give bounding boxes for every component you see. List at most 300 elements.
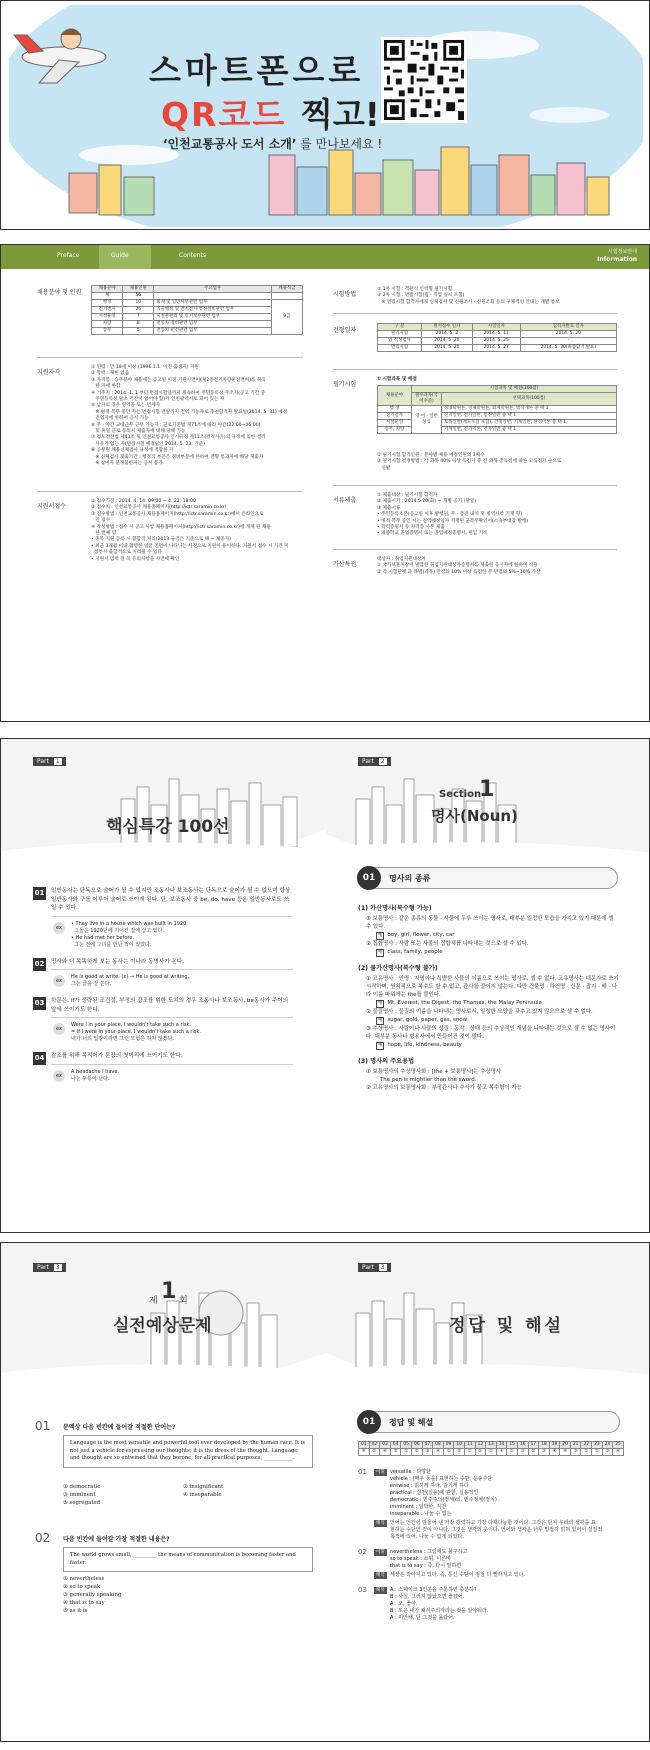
topic-badge-title: 명사의 종류 — [389, 874, 431, 883]
recruit-table-header-cell: 채용분야 — [92, 286, 123, 293]
answer-grid-answer: ② — [592, 1449, 603, 1456]
answer-num: 01 — [358, 1468, 367, 1476]
qualification-item: ※ 신체검사 제출기간 : 행정직 부문은 정비부문에 한하여 전형 통과자에 해당 제출자 — [91, 454, 264, 460]
answer-line: A : 스페이크 3인분을 주문하면 충분하? — [390, 1587, 477, 1593]
choice-item: ③ imminent — [63, 1492, 96, 1498]
subject-table-cell: 행 정 — [378, 406, 412, 413]
part-tag — [358, 1263, 391, 1272]
answer-grid-number: 02 — [369, 1442, 380, 1449]
recruit-table-row — [92, 300, 303, 307]
spread1-panel — [0, 738, 650, 1233]
subject-header-main: 시험과목 및 배점(300점) — [412, 386, 617, 393]
part-num: 1 — [55, 758, 60, 765]
answer-grid-number: 09 — [443, 1442, 454, 1449]
banner-title-qr: QR코드 — [161, 95, 287, 134]
qualification-item: ⑧ 공무원 채용신체검사 규정에 적합한 자 — [91, 448, 174, 454]
schedule-table — [377, 323, 617, 352]
spread1-right-title: 명사(Noun) — [431, 807, 518, 825]
answer-line: vehicle : (매우 등을) 표현하는 수단, 운송수단 — [390, 1476, 493, 1482]
spread1-left-items — [33, 887, 293, 1092]
qualification-list — [91, 365, 307, 468]
answer-grid-answer: ④ — [359, 1449, 370, 1456]
content-paragraph: ① 보통명사 : 같은 종류의 동물 · 사물에 두루 쓰이는 명사로, 대부분 일정한 모습을 가지고 있기 때문에 셀 수 있다. — [366, 916, 614, 930]
exam-title-post: 회 — [179, 1296, 188, 1306]
content-example — [358, 999, 620, 1008]
info-nav-bar — [1, 245, 650, 269]
qualification-item: ① 연령 : 만 18세 이상 (1996.1.1. 이전 출생자) 지원 — [91, 365, 199, 370]
schedule-table-cell: 2014. 5. 30(최종합격 발표) — [520, 345, 616, 352]
recruit-table-row — [92, 321, 303, 328]
answer-badge-title: 정답 및 해설 — [389, 1418, 434, 1427]
schedule-table-cell: 인 적성검사 — [378, 338, 422, 345]
question-choices — [63, 1483, 313, 1507]
content-paragraph: ② 물질명사 : 물질의 이름을 나타내는 명사로서, 일정한 모양을 갖추고 있지 않으므로 셀 수 없다. — [366, 1009, 593, 1015]
choice-item: ④ that is to say — [63, 1600, 105, 1606]
answer-grid-number: 12 — [475, 1442, 486, 1449]
info-label-schedule: 전형일자 — [333, 327, 357, 334]
answer-tag: 해석 — [376, 1573, 385, 1578]
schedule-table-cell: 2014. 5. 20 — [421, 338, 472, 345]
recruit-table-cell: 56 — [123, 293, 154, 300]
answer-grid-numbers — [359, 1442, 624, 1449]
recruit-table — [91, 285, 303, 335]
schedule-table-cell: 2014. 5. 20 — [421, 345, 472, 352]
schedule-table-cell: - — [520, 338, 616, 345]
example-line: 그들은 1920년에 지어진 집에 살고 있다. — [71, 927, 165, 934]
nav-guide: Guide — [111, 252, 129, 259]
content-example — [358, 1041, 620, 1050]
part-num: 3 — [380, 1264, 385, 1271]
info-label-written-exam: 필기시험 — [333, 381, 357, 388]
nav-guide-tab[interactable] — [99, 245, 151, 269]
example-text: class, family, people — [387, 949, 443, 955]
answer-grid-number: 21 — [570, 1442, 581, 1449]
application-item: 한 번째 영 — [91, 531, 117, 537]
choice-item: ⑤ segregated — [63, 1500, 101, 1506]
qualification-item: ⑦ 청도전산법 제41조 및 인천교통공사 인사규정 제11조(결격사유)의 규정에 의한 결격 — [91, 435, 266, 441]
recruit-table-cell: 회계 및 일반사무관련 업무 — [154, 300, 271, 307]
answer-grid-number: 11 — [464, 1442, 475, 1449]
qualification-item: ※ 참여자 분쟁불한자는 응시 불가 — [91, 461, 163, 467]
core-item — [33, 997, 293, 1043]
example-tag: 예 — [378, 1018, 383, 1023]
recruit-table-cell: 전동차 정비관련 업무 — [154, 321, 271, 328]
core-item-text: 일반동사는 단독으로 술어가 될 수 있지만 조동사나 보조동사는 단독으로 술어가 될 수 없으며 항상 일반동사와 구를 이루어 술어로 쓰이게 된다. 단, 보조동사 중 be, do, have 등은 일반동사로도 쓰일 수 있다. — [51, 887, 293, 917]
answer-line: 언어는 인간이 만들어 낸 가장 강력하고 가장 다재다능한 것이다. 그것은 단지 우리의 생각을 표 — [390, 1520, 596, 1526]
answer-block — [358, 1549, 620, 1579]
banner-title-line1: 스마트폰으로 — [149, 51, 365, 90]
content-paragraph: ② 집합명사 : 사람 또는 사물의 집합체를 나타내는 것으로 셀 수 있다. — [366, 941, 529, 947]
info-label-documents: 서류제출 — [333, 497, 357, 504]
core-item-example — [51, 1018, 293, 1043]
recruit-table-header-cell: 주요업무 — [154, 286, 271, 293]
content-paragraph: ① 보통명사의 추상명사화 : [the + 보통명사]는 추상명사 — [366, 1069, 502, 1075]
answer-grid-number: 18 — [539, 1442, 550, 1449]
part-tag — [358, 757, 391, 766]
subject-col-a: 채용분야 — [378, 386, 412, 406]
answer-row — [374, 1469, 620, 1518]
recruit-table-row — [92, 293, 303, 300]
answer-line: B : 또은 내가 채식주의자라는 것을 알아둬라. — [390, 1608, 489, 1614]
core-item-example — [51, 1065, 293, 1083]
subject-table-cell: 승무, 차량 — [378, 427, 412, 434]
answer-line: practical : 실천(실용)에 관한, 실용적인 — [390, 1490, 479, 1496]
core-item-text: 하문은, if가 생략된 조건절, 부정의 강조를 위한 도치의 경우 조동사나 보조동사, be동사가 주어의 앞에 쓰이기도 한다. — [51, 997, 293, 1018]
info-label-recruit: 채용분야 및 인원 — [37, 289, 82, 296]
answer-grid-number: 25 — [613, 1442, 624, 1449]
answer-row — [374, 1549, 620, 1570]
answer-grid-answer: ③ — [602, 1449, 613, 1456]
recruit-table-cell: 전기전자 — [92, 307, 123, 314]
example-text: boy, girl, flower, city, car — [387, 932, 455, 938]
answer-grid-number: 19 — [549, 1442, 560, 1449]
recruit-table-header-cell: 채용직급 — [271, 286, 302, 293]
qualification-item: 및 휴일 근로 동의서 제출자에 대해 당해 가능 — [91, 429, 186, 435]
schedule-table-row — [378, 331, 617, 338]
answer-grid-number: 17 — [528, 1442, 539, 1449]
qualification-item: ② 학력 : 제한 없음 — [91, 371, 130, 377]
answer-grid-answer: ② — [486, 1449, 497, 1456]
schedule-table-cell: 2014. 5. 25 — [472, 338, 520, 345]
answer-line: nevertheless : 그럼에도 불구하고 — [390, 1549, 468, 1555]
schedule-table-header-cell: 구 분 — [378, 324, 422, 331]
qualification-item: ③ 자격증 : 승무분야 채용에는 공고일 이전 기관사면허(제2종전기차량운전면허)를 취득 — [91, 377, 266, 383]
answer-grid-number: 01 — [359, 1442, 370, 1449]
recruit-table-cell: 10 — [123, 300, 154, 307]
subject-table-cell: 전기일반, 전자일반, 통신일반 중 택 1 — [442, 413, 617, 420]
answer-badge — [358, 1411, 620, 1433]
divider — [37, 491, 303, 492]
exam-title-pre: 제 — [149, 1296, 158, 1306]
exam-method-item: ① 1차 시험 : 객관식 인력형 필기시험 — [377, 287, 453, 292]
recruit-table-row — [92, 314, 303, 321]
application-item: • 지원서 입력 전 꼭 유의사항을 사전에 확인 — [91, 556, 180, 562]
question-passage: The world grows small, _________ the means of communication is becoming faster and faster. — [63, 1547, 313, 1572]
application-item: ① 접수기간 : 2014. 4. 14. 09:00 ~ 4. 22. 18:00 — [91, 499, 196, 504]
answer-grid-number: 20 — [560, 1442, 571, 1449]
example-line: 그는 전에 그녀를 만난 적이 있었다. — [71, 941, 152, 948]
divider — [37, 357, 303, 358]
example-icon: ex — [53, 1023, 65, 1035]
qualification-item: 사유가 없는 자(면접시험 예정일인 2014. 5. 23. 기준) — [91, 441, 206, 447]
example-tag: 예 — [378, 1043, 383, 1048]
answer-tag: 해석 — [376, 1588, 385, 1593]
answer-row — [374, 1520, 620, 1541]
recruit-table-row — [92, 328, 303, 335]
content-heading: (1) 가산명사(복수형 가능) — [358, 905, 432, 912]
recruit-table-cell: 5 — [123, 328, 154, 335]
core-item-example — [51, 917, 293, 949]
content-heading: (3) 명사의 주요용법 — [358, 1058, 415, 1065]
recruit-table-cell: 시설물관리 및 유지보수관련 업무 — [154, 314, 271, 321]
recruit-table-header — [92, 286, 303, 293]
bonus-item: 대상자 : 취업지원대상자 — [377, 557, 426, 562]
answer-grid-number: 10 — [454, 1442, 465, 1449]
answer-grid-answer: ① — [581, 1449, 592, 1456]
core-item — [33, 958, 293, 989]
answer-badge-num: 01 — [357, 1410, 381, 1434]
recruit-table-header-cell: 채용인원 — [123, 286, 154, 293]
answer-grid-answer: ① — [401, 1449, 412, 1456]
schedule-table-header — [378, 324, 617, 331]
subject-table-cell: 시설운영 — [378, 420, 412, 427]
bonus-list — [377, 557, 617, 576]
info-page-panel — [0, 244, 650, 722]
schedule-table-header-cell: 원서접수 일자 — [421, 324, 472, 331]
subject-table-cell: 경영학원론, 경제학원론, 회계학원론, 법학개론 중 택 1 — [442, 406, 617, 413]
recruit-table-cell: 26 — [123, 307, 154, 314]
application-item: ④ 작성방법 : 접수 시 공고 사항 채용홈페이지(http://ictr.saramin.co.kr)에 게재 된 채용 — [91, 524, 271, 530]
question-text: 문맥상 다음 빈칸에 들어갈 적절한 단어는? — [63, 1424, 176, 1431]
answer-tag: 해석 — [376, 1521, 385, 1526]
answer-grid-answer: ② — [369, 1449, 380, 1456]
answer-grid-answer: ④ — [380, 1449, 391, 1456]
subject-table-cell: 영 어 · 일반상식 — [412, 406, 442, 434]
answer-row — [374, 1572, 620, 1579]
answer-grid-answer: ② — [411, 1449, 422, 1456]
subject-col-b: 필수과목(국어수준) — [412, 393, 442, 406]
answer-grid-answer: ④ — [433, 1449, 444, 1456]
choice-item: ② insignificant — [183, 1484, 224, 1490]
application-item: • 중복 지원 등록 시 불합격 처리(2013 규격은 기준으로 해 ~ 제공자) — [91, 537, 231, 543]
nav-right-en: Information — [597, 256, 637, 263]
recruit-table-cell: 8 — [123, 321, 154, 328]
subject-col-c: 선택과목(100점) — [442, 393, 617, 406]
recruit-table-cell: 차량 — [92, 321, 123, 328]
answer-block — [358, 1587, 620, 1622]
question-choices — [63, 1575, 313, 1615]
answer-explanations — [358, 1469, 620, 1630]
schedule-table-row — [378, 345, 617, 352]
example-tag: 예 — [378, 933, 383, 938]
answer-grid-answer: ① — [507, 1449, 518, 1456]
answer-grid-answer: ④ — [549, 1449, 560, 1456]
example-line: = If I were in your place, I wouldn't take such a risk. — [71, 1029, 201, 1035]
qualification-item: 전임자에 한하여 응시 가능 — [91, 416, 149, 422]
written-exam-note: ③ 필기시험 결정방법 : 각 과목 40% 이상 득점자 중 전 과목 총득점에 따른 고득점자 순으로 — [377, 459, 562, 465]
part-tag — [33, 757, 66, 766]
example-line: He is good at write. (x) → He is good at writing. — [71, 974, 190, 980]
recruit-table-cell: 전동차 운전관련 업무 — [154, 328, 271, 335]
question-num: 01 — [35, 1419, 51, 1433]
nav-right-ko: 시험정보안내 — [608, 249, 637, 255]
exam-method-item: ※ 면접시험 합격자에게 신체검사 및 신원조사 · 신원조회 등의 구체적인 안내는 개별 통보 — [377, 299, 560, 305]
answer-line: democratic : 민주주의(정체)의, 민주정체(정치) — [390, 1497, 497, 1503]
core-item-num: 03 — [33, 997, 46, 1010]
divider — [333, 313, 617, 314]
answer-line: 세상은 작아지고 있다. 즉, 통신 수단이 점점 더 빨라지고 있다. — [390, 1572, 525, 1578]
answer-grid-answer: ⑤ — [454, 1449, 465, 1456]
qualification-item: ④ 거주지 : 2014. 1. 1 부터 면접시험일까지 계속하여 주민등록상 주소지(공고 기간 중 — [91, 390, 266, 396]
answer-num: 03 — [358, 1586, 367, 1594]
subject-table — [377, 385, 617, 434]
answer-block — [358, 1469, 620, 1541]
example-icon: ex — [53, 922, 65, 934]
example-tag: 예 — [378, 950, 383, 955]
choice-item: ④ inseparable — [183, 1492, 222, 1498]
core-item-num: 04 — [33, 1052, 46, 1065]
example-line: • They live in a house which was built in 1920. — [71, 920, 188, 927]
qualification-item: ⑥ 주 · 야간 교대근무 근무 가능자 : 근로기준법 제71조에 따라 야간(22:00~06:00) — [91, 422, 261, 428]
exam-title-num: 1 — [161, 1279, 177, 1304]
application-item: • 최근 3개월 이내 촬영한 얼굴 전면이 나타나는 사진으로 지원이 용이하다. 지원서 접수 시 사진 미 — [91, 543, 289, 549]
content-example — [358, 1016, 620, 1025]
answer-line: 목적에 있어, 나눌 수 없게 되었다. — [390, 1534, 464, 1540]
part-num: 2 — [380, 758, 385, 765]
spread1-left-title: 핵심특강 100선 — [106, 817, 230, 837]
nav-contents[interactable]: Contents — [179, 252, 206, 259]
written-exam-head: ① 시험과목 및 배점 — [377, 377, 417, 382]
example-line: 내가 너의 입장이라면 그런 모험은 하지 않겠다. — [71, 1036, 174, 1042]
answer-grid-number: 08 — [433, 1442, 444, 1449]
qr-code-icon[interactable] — [381, 37, 467, 123]
part-label: Part — [362, 1264, 374, 1271]
example-line: Were I in your place, I wouldn't take such a risk. — [71, 1022, 191, 1028]
exam-method-list — [377, 287, 617, 306]
info-label-bonus: 가산특전 — [333, 561, 357, 568]
answer-line: imminent : 임박한, 직전 — [390, 1504, 447, 1510]
application-item: 만 접수 — [91, 518, 111, 524]
divider — [333, 485, 617, 486]
content-heading: (2) 불가산명사(복수형 불가) — [358, 965, 438, 972]
example-text: Mt. Everest, the Digest, the Thames, the Malay Peninsula — [387, 1000, 542, 1006]
answer-grid-answer: ③ — [443, 1449, 454, 1456]
documents-list — [377, 493, 617, 538]
answer-grid-number: 07 — [422, 1442, 433, 1449]
question-passage: Language is the most versatile and powerful tool ever developed by the human race. It is not just a vehicle for expressing our thoughts; it is the dress of the thought. Language and thought are so entwined that they borone, for all practical purposes, ___________. — [63, 1435, 313, 1468]
recruit-table-cell: 행정 — [92, 300, 123, 307]
answer-line: 현하는 수단인 것이 아니다. 그것은 생각의 옷이다. 언어와 생각은 너무 밀접히 얽혀 있어서 실질적 — [390, 1527, 603, 1533]
info-label-exam-method: 시험방법 — [333, 291, 357, 298]
qualification-item: 주민등록상 말소 기간이 없어야 함)가 인천광역시로 되어 있는 자 — [91, 397, 225, 403]
answer-grid — [358, 1441, 624, 1456]
topic-badge-num: 01 — [357, 866, 381, 890]
document-item: • 주민등록초본(공고일 이후 발행된, 주 · 총전 내역 및 병역사항 기재 형) — [377, 512, 523, 518]
bonus-item: ① 국가보훈처장이 발급한 취업지원대상자증명서를 제출한 응시자에 한하여 적용 — [377, 563, 538, 569]
spread2-right-title: 정답 및 해설 — [449, 1316, 564, 1336]
choice-item: ① nevertheless — [63, 1576, 105, 1582]
answer-line: A : 오, 좋아. — [390, 1601, 418, 1607]
choice-item: ② so to speak — [63, 1584, 101, 1590]
content-example — [358, 931, 620, 940]
info-label-application: 지원서접수 — [37, 503, 66, 510]
spread2-panel — [0, 1242, 650, 1742]
core-item — [33, 1052, 293, 1083]
example-line: A headache I have. — [71, 1068, 120, 1075]
core-item-example — [51, 970, 293, 988]
schedule-table-row — [378, 338, 617, 345]
banner-subtitle — [163, 135, 382, 152]
answer-grid-answer: ① — [475, 1449, 486, 1456]
schedule-table-cell: 2014. 5. 27 — [472, 345, 520, 352]
question-text: 다음 빈칸에 들어갈 가장 적절한 내용은? — [63, 1536, 170, 1543]
recruit-table-row — [92, 307, 303, 314]
schedule-table-cell: 2014. 5. 11 — [472, 331, 520, 338]
part-label: Part — [37, 1264, 49, 1271]
core-item-text: 명사와 더 똑똑하게 보는 동사는 이나라 동명사가 온다. — [51, 958, 293, 971]
choice-item: ① democratic — [63, 1484, 101, 1490]
example-icon: ex — [53, 1070, 65, 1082]
answer-grid-number: 24 — [602, 1442, 613, 1449]
written-exam-note: 선발 — [377, 465, 391, 471]
part-num: 3 — [55, 1264, 60, 1271]
answer-line: A : 미안해, 난 그것을 몰랐어. — [390, 1615, 455, 1621]
written-exam-note: ② 필기시험 합격인원 : 분야별 채용 예정인원의 3배수 — [377, 453, 485, 458]
example-line: • He had met her before. — [71, 934, 135, 941]
part-label: Part — [362, 758, 374, 765]
qualification-item: 한 자에 한함 — [91, 384, 121, 390]
spread1-right-content — [358, 897, 620, 1092]
answer-grid-number: 05 — [401, 1442, 412, 1449]
core-item-num: 02 — [33, 958, 46, 971]
schedule-table-header-cell: 합격자발표 일자 — [520, 324, 616, 331]
answer-grid-answer: ⑤ — [570, 1449, 581, 1456]
answer-grid-answer: ③ — [422, 1449, 433, 1456]
application-list — [91, 499, 307, 563]
answer-grid-number: 15 — [507, 1442, 518, 1449]
answer-grid-number: 13 — [486, 1442, 497, 1449]
subject-table-cell: 토목일반(계도포함 포함), 건축일반, 기계일반, 환경이론 중 택 1 — [442, 420, 617, 427]
recruit-table-cell: 기술행정 및 전기전자 통신설비관련 업무 — [154, 307, 271, 314]
bonus-item: ② 각 시험단계 과 목별(과목) 만점의 10% 이상 득점한 분 만점의 5%~10% 가산 — [377, 569, 541, 575]
example-icon: ex — [53, 975, 65, 987]
core-item-text: 감조를 위해 목적어가 문장의 첫머리에 쓰이기도 한다. — [51, 1052, 293, 1065]
subject-table-cell: 전기전자 — [378, 413, 412, 420]
content-paragraph: ② 고유명사의 보통명사화 : 부정관사나 수사가 붙고 복수형이 가능 — [366, 1085, 522, 1091]
answer-line: inseparable : 나눌 수 없는 — [390, 1511, 452, 1517]
schedule-table-cell: 2014. 5. 20 — [520, 331, 616, 338]
answer-grid-number: 03 — [380, 1442, 391, 1449]
answer-grid-number: 06 — [411, 1442, 422, 1449]
answer-tag: 어휘 — [376, 1550, 385, 1555]
choice-item: ⑤ as it is — [63, 1608, 88, 1614]
banner-subtitle-quote: ‘인천교통공사 도서 소개’ — [163, 137, 297, 151]
recruit-table-cell: 9급 — [271, 300, 302, 335]
application-item: ② 접수처 : 인천교통공사 채용홈페이지(http://ictr.saramin.co.kr) — [91, 505, 227, 511]
recruit-table-cell — [154, 293, 271, 300]
choice-item: ③ generally speaking — [63, 1592, 122, 1598]
application-item: 첨부시 불합격으로 처리될 수 있다 — [91, 550, 162, 556]
banner-subtitle-rest: 를 만나보세요 ! — [300, 137, 383, 151]
subject-table-cell: 기계일반, 전기이론, 전자일반 중 택 1 — [442, 427, 617, 434]
answer-grid-number: 22 — [581, 1442, 592, 1449]
document-item: • 최종학교 졸업증명서 또는 졸업예정증명서, 편입 기록 — [377, 531, 488, 537]
answer-grid-number: 04 — [390, 1442, 401, 1449]
core-item-num: 01 — [33, 887, 46, 900]
written-exam-notes — [377, 453, 617, 472]
exam-method-item: ② 2차 시험 : 면접시험(집 · 직업 실시 포함) — [377, 293, 465, 299]
spread2-left-title: 실전예상문제 — [113, 1316, 212, 1336]
divider — [333, 369, 617, 370]
answer-grid-answer: ④ — [496, 1449, 507, 1456]
divider — [333, 549, 617, 550]
document-item: ③ 제출서류 — [377, 505, 401, 511]
example-line: 그는 글을 잘 쓴다. — [71, 981, 112, 987]
info-label-qualification: 지원자격 — [37, 369, 61, 376]
core-item — [33, 887, 293, 949]
answer-grid-answer: ② — [528, 1449, 539, 1456]
answer-grid-answer: ② — [464, 1449, 475, 1456]
application-item: ③ 접수방법 : 인천교통공사 채용홈페이지(http://ictr.saramin.co.kr)에서 온라인으로 — [91, 511, 264, 517]
section-label: Section — [439, 789, 482, 800]
banner-title-shoot: 찍고! — [301, 95, 380, 134]
part-label: Part — [37, 758, 49, 765]
example-text: sugar, gold, paper, gas, snow — [387, 1017, 468, 1023]
nav-preface[interactable]: Preface — [57, 252, 80, 259]
banner-panel — [0, 0, 650, 230]
answer-line: B : 사실, 그러지 않았으면 좋겠어. — [390, 1594, 465, 1600]
cloud-3 — [529, 107, 609, 123]
